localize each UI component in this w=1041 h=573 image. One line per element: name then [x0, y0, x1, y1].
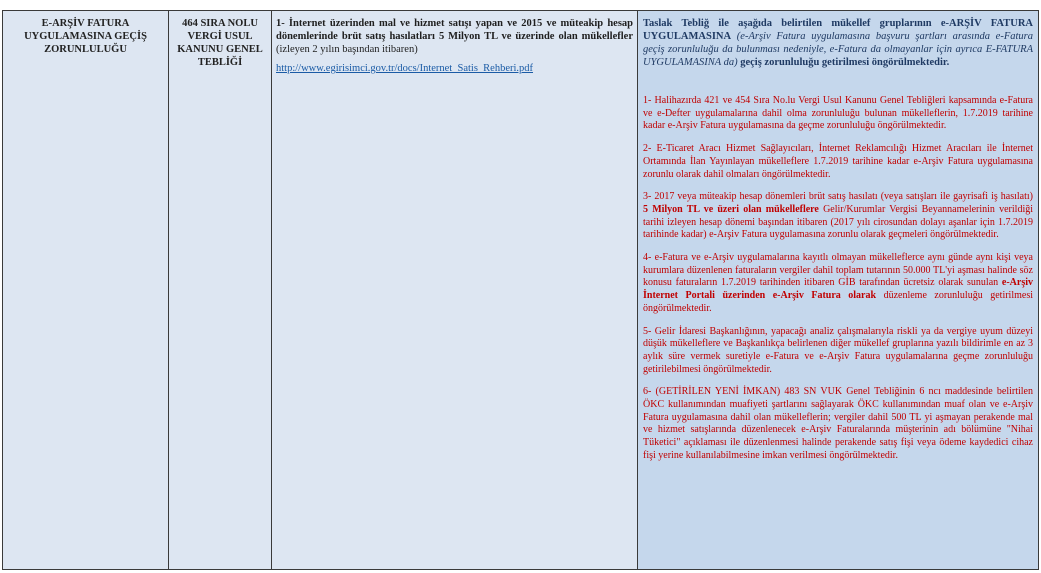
- topic-title: E-ARŞİV FATURA UYGULAMASINA GEÇİŞ ZORUNLULUĞU: [24, 18, 147, 55]
- draft-intro-end: geçiş zorunluluğu getirilmesi öngörülmektedir.: [737, 57, 950, 68]
- current-rule-note: (izleyen 2 yılın başından itibaren): [276, 44, 418, 55]
- regulation-cell: [169, 11, 272, 570]
- table-row: [3, 11, 1039, 570]
- topic-cell: [3, 11, 169, 570]
- draft-item-3-c: Gelir/Kurumlar Vergisi Beyannamelerinin verildiği tarihi izleyen hesap dönemi başından itibaren (2017 yılı cirosundan dolayı aşanlar için 1.7.2019 tarihinde kadar) e-Arşiv Fatura uygulamasına zorunlu olarak geçmeleri öngörülmektedir.: [643, 203, 1033, 241]
- draft-intro-lead: Taslak Tebliğ ile aşağıda belirtilen mükellef gruplarının e-ARŞİV FATURA UYGULAMASINA: [643, 18, 1033, 42]
- draft-item-4-b: e-Arşiv İnternet Portali üzerinden e-Arşiv Fatura olarak: [643, 277, 1033, 302]
- draft-item-4-a: 4- e-Fatura ve e-Arşiv uygulamalarına kayıtlı olmayan mükelleflerce aynı günde aynı kişi veya kurumlara düzenlenen faturaların vergiler dahil toplam tutarının 50.000 TL'yi aşması halinde söz konusu faturaların 1.7.2019 tarihinden itibaren GİB tarafından ücretsiz olarak sunulan: [643, 252, 1033, 289]
- draft-item-3: [643, 191, 1033, 242]
- draft-item-1: 1- Halihazırda 421 ve 454 Sıra No.lu Vergi Usul Kanunu Genel Tebliğleri kapsamında e-Fatura ve e-Defter uygulamalarına dahil olma zorunluluğu bulunan mükelleflerin, 1.7.2019 tarihine kadar e-Arşiv Fatura uygulamasına da geçme zorunluluğu öngörülmektedir.: [643, 95, 1033, 132]
- draft-item-3-b: 5 Milyon TL ve üzeri olan mükelleflere: [643, 203, 819, 215]
- current-rule-cell: [272, 11, 638, 570]
- draft-item-4: [643, 252, 1033, 316]
- regulation-table: [2, 10, 1039, 570]
- draft-intro: [643, 17, 1033, 69]
- draft-item-3-a: 3- 2017 veya müteakip hesap dönemleri brüt satış hasılatı (veya satışları ile gayrisafi iş hasılatı): [643, 191, 1033, 203]
- regulation-title: 464 SIRA NOLU VERGİ USUL KANUNU GENEL TEBLİĞİ: [177, 18, 263, 68]
- draft-intro-note: (e-Arşiv Fatura uygulamasına başvuru şartları arasında e-Fatura geçiş zorunluluğu da bulunması nedeniyle, e-Fatura da olmayanlar için ayrıca E-FATURA UYGULAMASINA da): [643, 31, 1033, 68]
- draft-item-2: 2- E-Ticaret Aracı Hizmet Sağlayıcıları, İnternet Reklamcılığı Hizmet Aracıları ile İnternet Ortamında İlan Yayınlayan mükelleflere 1.7.2019 tarihine kadar e-Arşiv Fatura uygulamasına zorunlu olarak dahil olmaları öngörülmektedir.: [643, 143, 1033, 180]
- current-rule-text: 1- İnternet üzerinden mal ve hizmet satışı yapan ve 2015 ve müteakip hesap dönemlerinde brüt satış hasılatları 5 Milyon TL ve üzerinde olan mükellefler: [276, 18, 633, 42]
- draft-item-4-c: düzenleme zorunluluğu getirilmesi öngörülmektedir.: [643, 290, 1033, 314]
- guide-link[interactable]: http://www.egirisimci.gov.tr/docs/Internet_Satis_Rehberi.pdf: [276, 63, 534, 74]
- draft-item-5: 5- Gelir İdaresi Başkanlığının, yapacağı analiz çalışmalarıyla riskli ya da vergiye uyum düzeyi düşük mükelleflere ve Başkanlıkça belirlenen diğer mükellef gruplarına yazılı bildirimle en az 3 aylık süre vermek suretiyle e-Fatura ve e-Arşiv Fatura uygulamalarına geçme zorunluluğu getirilebilmesi öngörülmektedir.: [643, 325, 1033, 375]
- draft-item-6: 6- (GETİRİLEN YENİ İMKAN) 483 SN VUK Genel Tebliğinin 6 ncı maddesinde belirtilen ÖKC kullanımından muafiyeti şartlarını sağlayarak ÖKC kullanımından muaf olan ve e-Arşiv Fatura uygulamasına dahil olan mükelleflerin; vergiler dahil 500 TL yi aşmayan perakende mal ve hizmet satışlarında düzenlenecek e-Arşiv Faturalarında müşterinin adı bölümüne "Nihai Tüketici" açıklaması ile düzenlenmesi halinde perakende satış fişi veya ödeme kaydedici cihaz fişi yerine kullanılabilmesine imkan verilmesi öngörülmektedir.: [643, 386, 1033, 461]
- draft-rule-cell: [638, 11, 1039, 570]
